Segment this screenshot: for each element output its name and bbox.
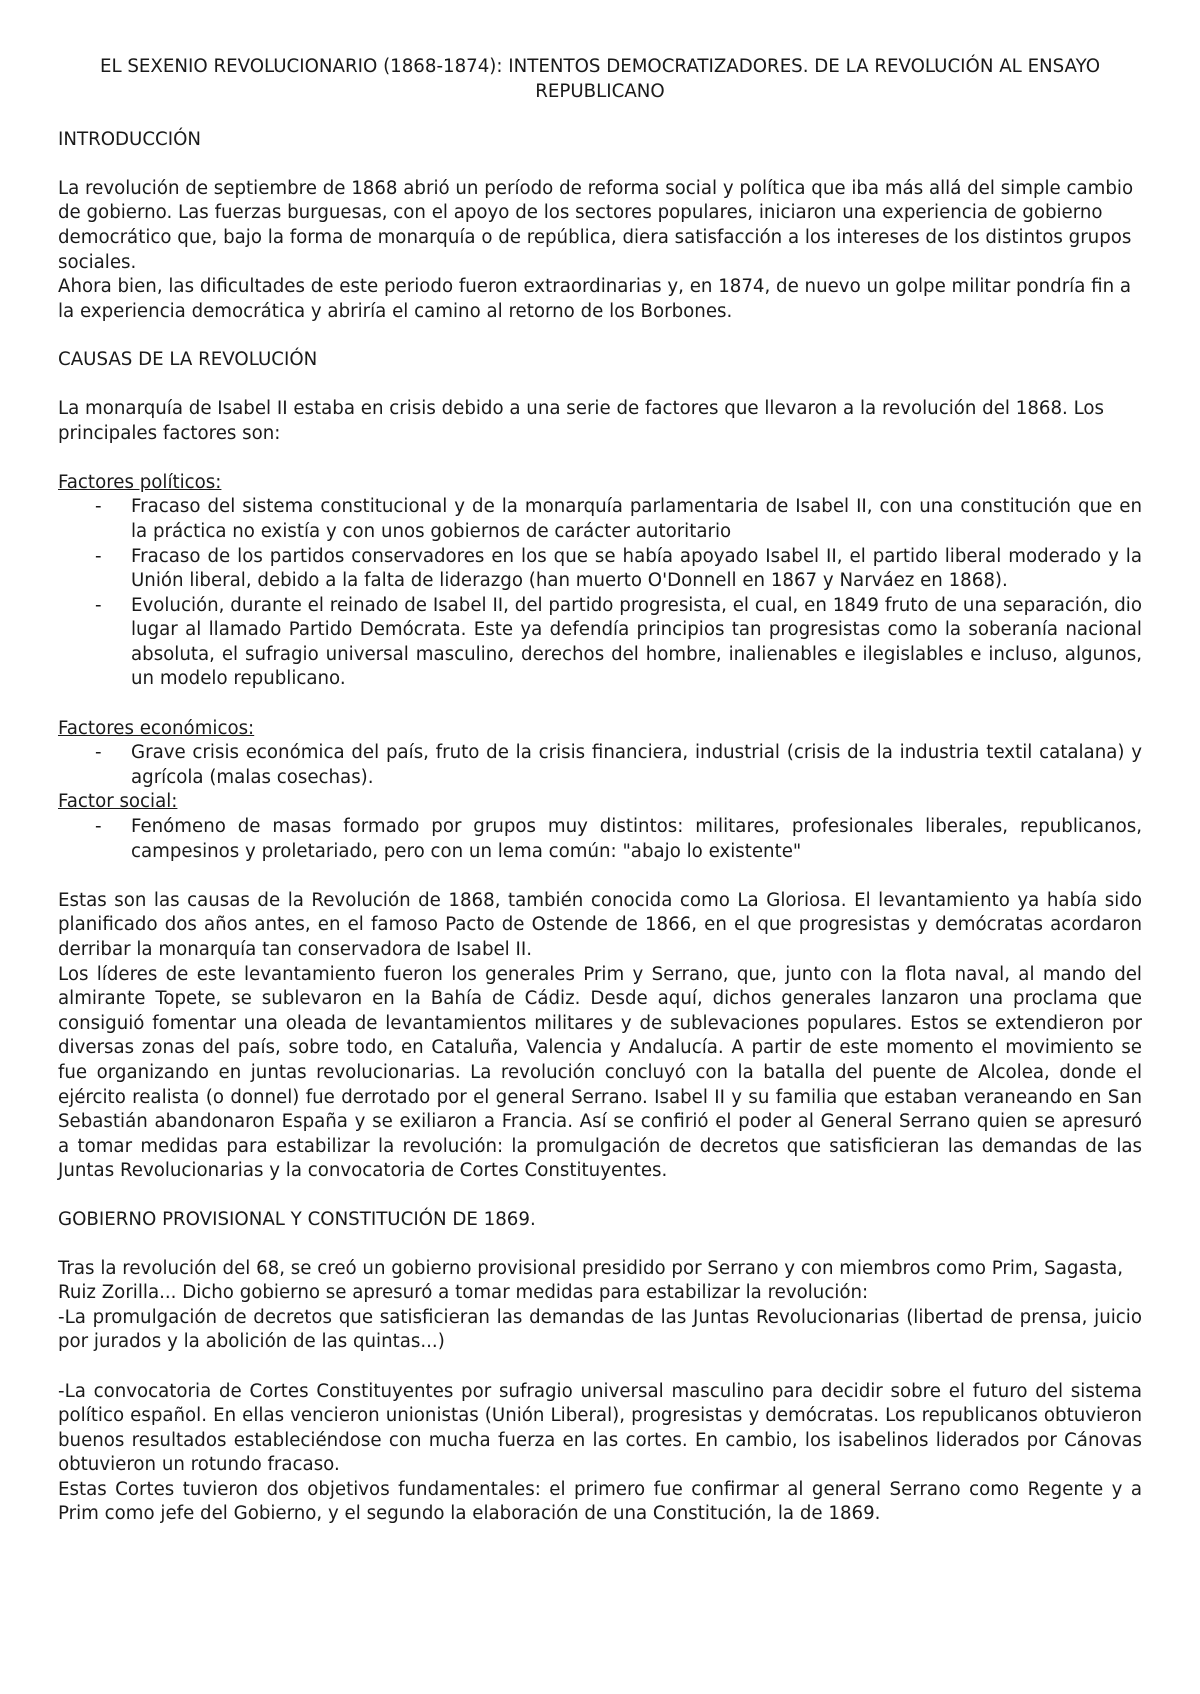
government-paragraph-1: Tras la revolución del 68, se creó un gobierno provisional presidido por Serrano y con miembros como Prim, Sagasta, Ruiz Zorilla... Dicho gobierno se apresuró a tomar medidas para estabilizar la revolución: — [58, 1257, 1124, 1304]
dash-bullet: - — [95, 594, 102, 616]
dash-bullet: - — [95, 545, 102, 567]
list-item — [58, 594, 1142, 692]
document-title: EL SEXENIO REVOLUCIONARIO (1868-1874): INTENTOS DEMOCRATIZADORES. DE LA REVOLUCIÓN AL ENSAYO REPUBLICANO — [99, 56, 1101, 102]
government-paragraph-3: -La convocatoria de Cortes Constituyentes por sufragio universal masculino para decidir sobre el futuro del sistema político español. En ellas vencieron unionistas (Unión Liberal), progresistas y demócratas. Los republicanos obtuvieron buenos resultados estableciéndose con mucha fuerza en las cortes. En cambio, los isabelinos liderados por Cánovas obtuvieron un rotundo fracaso. — [58, 1380, 1142, 1476]
list-item — [58, 815, 1142, 864]
section-heading-gobierno-provisional: GOBIERNO PROVISIONAL Y CONSTITUCIÓN DE 1869. — [58, 1208, 536, 1230]
section-heading-introduccion: INTRODUCCIÓN — [58, 129, 202, 151]
intro-paragraph-1: La revolución de septiembre de 1868 abrió un período de reforma social y política que iba más allá del simple cambio de gobierno. Las fuerzas burguesas, con el apoyo de los sectores populares, iniciaron una experiencia de gobierno democrático que, bajo la forma de monarquía o de república, diera satisfacción a los intereses de los distintos grupos sociales. — [58, 177, 1134, 273]
spacer — [58, 1355, 1142, 1380]
economic-factors-list — [58, 741, 1142, 790]
list-item — [58, 545, 1142, 594]
spacer — [58, 692, 1142, 717]
list-item — [58, 495, 1142, 544]
list-item-text: Fracaso de los partidos conservadores en los que se había apoyado Isabel II, el partido liberal moderado y la Unión liberal, debido a la falta de liderazgo (han muerto O'Donnell en 1867 y Narváez en 1868). — [131, 545, 1142, 592]
list-item-text: Fenómeno de masas formado por grupos muy distintos: militares, profesionales liberales, republicanos, campesinos y proletariado, pero con un lema común: "abajo lo existente" — [131, 816, 1142, 862]
dash-bullet: - — [95, 816, 102, 838]
list-item-text: Grave crisis económica del país, fruto de la crisis financiera, industrial (crisis de la industria textil catalana) y agrícola (malas cosechas). — [131, 742, 1142, 788]
spacer — [58, 864, 1142, 889]
subheading-political-factors: Factores políticos: — [58, 471, 222, 493]
subheading-economic-factors: Factores económicos: — [58, 717, 255, 739]
glorious-revolution-paragraph: Estas son las causas de la Revolución de 1868, también conocida como La Gloriosa. El levantamiento ya había sido planificado dos años antes, en el famoso Pacto de Ostende de 1866, en el que progresistas y demócratas acordaron derribar la monarquía tan conservadora de Isabel II. — [58, 889, 1142, 960]
section-heading-causas: CAUSAS DE LA REVOLUCIÓN — [58, 349, 318, 371]
list-item-text: Evolución, durante el reinado de Isabel II, del partido progresista, el cual, en 1849 fruto de una separación, dio lugar al llamado Partido Demócrata. Este ya defendía principios tan progresistas como la soberanía nacional absoluta, el sufragio universal masculino, derechos del hombre, inalienables e ilegislables e incluso, algunos, un modelo republicano. — [131, 594, 1142, 690]
leaders-paragraph: Los líderes de este levantamiento fueron los generales Prim y Serrano, que, junto con la flota naval, al mando del almirante Topete, se sublevaron en la Bahía de Cádiz. Desde aquí, dichos generales lanzaron una proclama que consiguió fomentar una oleada de levantamientos militares y de sublevaciones populares. Estos se extendieron por diversas zonas del país, sobre todo, en Cataluña, Valencia y Andalucía. A partir de este momento el movimiento se fue organizando en juntas revolucionarias. La revolución concluyó con la batalla del puente de Alcolea, donde el ejército realista (o donnel) fue derrotado por el general Serrano. Isabel II y su familia que estaban veraneando en San Sebastián abandonaron España y se exiliaron a Francia. Así se confirió el poder al General Serrano quien se apresuró a tomar medidas para estabilizar la revolución: la promulgación de decretos que satisficieran las demandas de las Juntas Revolucionarias y la convocatoria de Cortes Constituyentes. — [58, 963, 1142, 1182]
government-paragraph-2: -La promulgación de decretos que satisficieran las demandas de las Juntas Revolucionarias (libertad de prensa, juicio por jurados y la abolición de las quintas...) — [58, 1306, 1142, 1353]
spacer — [58, 446, 1142, 471]
list-item — [58, 741, 1142, 790]
causes-intro-paragraph: La monarquía de Isabel II estaba en crisis debido a una serie de factores que llevaron a la revolución del 1868. Los principales factores son: — [58, 397, 1105, 444]
government-paragraph-4: Estas Cortes tuvieron dos objetivos fundamentales: el primero fue confirmar al general Serrano como Regente y a Prim como jefe del Gobierno, y el segundo la elaboración de una Constitución, la de 1869. — [58, 1478, 1142, 1525]
dash-bullet: - — [95, 496, 102, 518]
list-item-text: Fracaso del sistema constitucional y de la monarquía parlamentaria de Isabel II, con una constitución que en la práctica no existía y con unos gobiernos de carácter autoritario — [131, 496, 1142, 542]
political-factors-list — [58, 495, 1142, 692]
subheading-social-factor: Factor social: — [58, 791, 178, 813]
intro-paragraph-2: Ahora bien, las dificultades de este periodo fueron extraordinarias y, en 1874, de nuevo un golpe militar pondría fin a la experiencia democrática y abriría el camino al retorno de los Borbones. — [58, 276, 1132, 322]
dash-bullet: - — [95, 742, 102, 764]
social-factor-list — [58, 815, 1142, 864]
